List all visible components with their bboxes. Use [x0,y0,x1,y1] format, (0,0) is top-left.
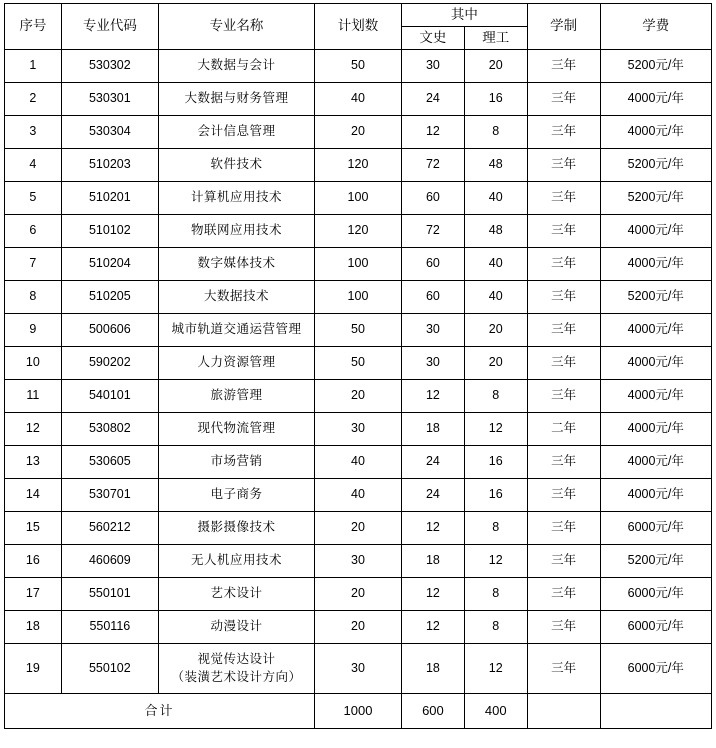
cell-ligong: 8 [464,611,527,644]
cell-fee: 4000元/年 [600,413,711,446]
cell-plan: 40 [314,479,401,512]
cell-years: 三年 [527,50,600,83]
cell-code: 550116 [61,611,158,644]
table-row [5,413,712,446]
cell-ligong: 8 [464,512,527,545]
table-body [5,50,712,729]
table-row [5,611,712,644]
cell-fee: 4000元/年 [600,116,711,149]
cell-plan: 30 [314,644,401,694]
cell-years: 三年 [527,347,600,380]
header-major-code: 专业代码 [61,4,158,50]
cell-wenshi: 18 [402,545,465,578]
header-among: 其中 [402,4,528,27]
cell-years: 三年 [527,446,600,479]
cell-years: 三年 [527,578,600,611]
cell-plan: 40 [314,446,401,479]
cell-index: 13 [5,446,62,479]
cell-code: 590202 [61,347,158,380]
table-row [5,512,712,545]
cell-index: 12 [5,413,62,446]
cell-years: 三年 [527,149,600,182]
table-row [5,281,712,314]
table-row [5,248,712,281]
cell-index: 4 [5,149,62,182]
table-row [5,380,712,413]
cell-years: 三年 [527,611,600,644]
cell-index: 10 [5,347,62,380]
cell-code: 530701 [61,479,158,512]
cell-fee: 5200元/年 [600,281,711,314]
cell-fee: 4000元/年 [600,215,711,248]
table-header [5,4,712,50]
cell-wenshi: 30 [402,347,465,380]
cell-name: 人力资源管理 [158,347,314,380]
cell-years: 三年 [527,281,600,314]
cell-code: 530304 [61,116,158,149]
cell-fee: 4000元/年 [600,479,711,512]
cell-fee: 4000元/年 [600,446,711,479]
header-liberal-arts: 文史 [402,27,465,50]
cell-plan: 30 [314,545,401,578]
cell-plan: 20 [314,512,401,545]
cell-plan: 50 [314,347,401,380]
cell-code: 510201 [61,182,158,215]
total-years [527,694,600,729]
table-row [5,149,712,182]
cell-index: 11 [5,380,62,413]
cell-wenshi: 12 [402,611,465,644]
cell-years: 三年 [527,545,600,578]
total-plan: 1000 [314,694,401,729]
cell-years: 三年 [527,182,600,215]
cell-code: 510205 [61,281,158,314]
cell-ligong: 8 [464,578,527,611]
header-row-top [5,4,712,27]
cell-fee: 5200元/年 [600,149,711,182]
table-row [5,446,712,479]
cell-index: 14 [5,479,62,512]
cell-wenshi: 30 [402,50,465,83]
cell-index: 7 [5,248,62,281]
cell-wenshi: 30 [402,314,465,347]
cell-index: 15 [5,512,62,545]
cell-ligong: 48 [464,215,527,248]
cell-ligong: 48 [464,149,527,182]
cell-years: 二年 [527,413,600,446]
cell-ligong: 40 [464,281,527,314]
cell-plan: 100 [314,248,401,281]
cell-fee: 4000元/年 [600,83,711,116]
header-science: 理工 [464,27,527,50]
cell-ligong: 12 [464,545,527,578]
cell-code: 560212 [61,512,158,545]
cell-fee: 4000元/年 [600,380,711,413]
cell-fee: 6000元/年 [600,644,711,694]
cell-name: 计算机应用技术 [158,182,314,215]
cell-index: 17 [5,578,62,611]
cell-years: 三年 [527,644,600,694]
cell-code: 550102 [61,644,158,694]
cell-plan: 100 [314,182,401,215]
cell-index: 19 [5,644,62,694]
enrollment-plan-table [4,3,712,729]
cell-ligong: 12 [464,644,527,694]
cell-wenshi: 24 [402,83,465,116]
cell-fee: 5200元/年 [600,50,711,83]
cell-name: 无人机应用技术 [158,545,314,578]
cell-fee: 4000元/年 [600,314,711,347]
cell-code: 500606 [61,314,158,347]
cell-ligong: 20 [464,314,527,347]
cell-fee: 5200元/年 [600,545,711,578]
cell-code: 510204 [61,248,158,281]
cell-wenshi: 12 [402,512,465,545]
cell-plan: 40 [314,83,401,116]
cell-plan: 50 [314,314,401,347]
cell-name: 艺术设计 [158,578,314,611]
cell-wenshi: 24 [402,446,465,479]
table-total-row [5,694,712,729]
cell-plan: 20 [314,578,401,611]
cell-wenshi: 60 [402,281,465,314]
cell-fee: 6000元/年 [600,611,711,644]
table-row [5,83,712,116]
cell-ligong: 20 [464,347,527,380]
cell-name: 城市轨道交通运营管理 [158,314,314,347]
cell-ligong: 20 [464,50,527,83]
cell-fee: 6000元/年 [600,512,711,545]
table-row [5,50,712,83]
cell-wenshi: 72 [402,149,465,182]
cell-ligong: 8 [464,380,527,413]
cell-ligong: 16 [464,83,527,116]
cell-code: 530302 [61,50,158,83]
cell-wenshi: 18 [402,413,465,446]
header-major-name: 专业名称 [158,4,314,50]
cell-wenshi: 60 [402,248,465,281]
cell-ligong: 12 [464,413,527,446]
cell-name [158,644,314,694]
cell-name: 物联网应用技术 [158,215,314,248]
cell-years: 三年 [527,512,600,545]
cell-index: 3 [5,116,62,149]
total-wenshi: 600 [402,694,465,729]
cell-wenshi: 12 [402,116,465,149]
cell-name: 动漫设计 [158,611,314,644]
cell-ligong: 16 [464,479,527,512]
cell-years: 三年 [527,380,600,413]
table-row [5,182,712,215]
cell-code: 510102 [61,215,158,248]
cell-wenshi: 72 [402,215,465,248]
cell-name: 数字媒体技术 [158,248,314,281]
table-row [5,314,712,347]
cell-years: 三年 [527,314,600,347]
total-ligong: 400 [464,694,527,729]
cell-code: 530301 [61,83,158,116]
cell-plan: 20 [314,116,401,149]
table-row [5,479,712,512]
cell-wenshi: 12 [402,578,465,611]
cell-plan: 20 [314,380,401,413]
table-row [5,578,712,611]
cell-ligong: 40 [464,182,527,215]
cell-fee: 4000元/年 [600,248,711,281]
cell-wenshi: 12 [402,380,465,413]
cell-code: 530605 [61,446,158,479]
header-index: 序号 [5,4,62,50]
cell-name: 电子商务 [158,479,314,512]
cell-name: 软件技术 [158,149,314,182]
cell-index: 16 [5,545,62,578]
cell-fee: 5200元/年 [600,182,711,215]
cell-name-line2: （装潢艺术设计方向） [171,670,302,684]
total-label: 合计 [5,694,315,729]
table-row [5,116,712,149]
cell-wenshi: 18 [402,644,465,694]
cell-name: 大数据与会计 [158,50,314,83]
cell-name: 现代物流管理 [158,413,314,446]
cell-name: 市场营销 [158,446,314,479]
cell-name: 会计信息管理 [158,116,314,149]
cell-plan: 30 [314,413,401,446]
cell-name: 旅游管理 [158,380,314,413]
cell-index: 9 [5,314,62,347]
table-row [5,347,712,380]
cell-index: 5 [5,182,62,215]
cell-code: 460609 [61,545,158,578]
cell-index: 8 [5,281,62,314]
cell-name: 摄影摄像技术 [158,512,314,545]
cell-name: 大数据与财务管理 [158,83,314,116]
cell-code: 540101 [61,380,158,413]
cell-ligong: 8 [464,116,527,149]
table-row [5,215,712,248]
table-row [5,644,712,694]
cell-wenshi: 24 [402,479,465,512]
cell-plan: 50 [314,50,401,83]
cell-plan: 20 [314,611,401,644]
cell-plan: 100 [314,281,401,314]
total-fee [600,694,711,729]
cell-index: 1 [5,50,62,83]
cell-wenshi: 60 [402,182,465,215]
cell-years: 三年 [527,116,600,149]
header-school-years: 学制 [527,4,600,50]
cell-years: 三年 [527,248,600,281]
table-row [5,545,712,578]
cell-years: 三年 [527,215,600,248]
cell-fee: 4000元/年 [600,347,711,380]
cell-years: 三年 [527,479,600,512]
cell-years: 三年 [527,83,600,116]
cell-code: 530802 [61,413,158,446]
cell-plan: 120 [314,215,401,248]
cell-name: 大数据技术 [158,281,314,314]
cell-ligong: 16 [464,446,527,479]
header-tuition: 学费 [600,4,711,50]
header-plan-count: 计划数 [314,4,401,50]
cell-code: 550101 [61,578,158,611]
cell-plan: 120 [314,149,401,182]
cell-index: 6 [5,215,62,248]
cell-ligong: 40 [464,248,527,281]
cell-fee: 6000元/年 [600,578,711,611]
cell-index: 2 [5,83,62,116]
cell-name-line1: 视觉传达设计 [197,652,276,667]
cell-code: 510203 [61,149,158,182]
cell-index: 18 [5,611,62,644]
